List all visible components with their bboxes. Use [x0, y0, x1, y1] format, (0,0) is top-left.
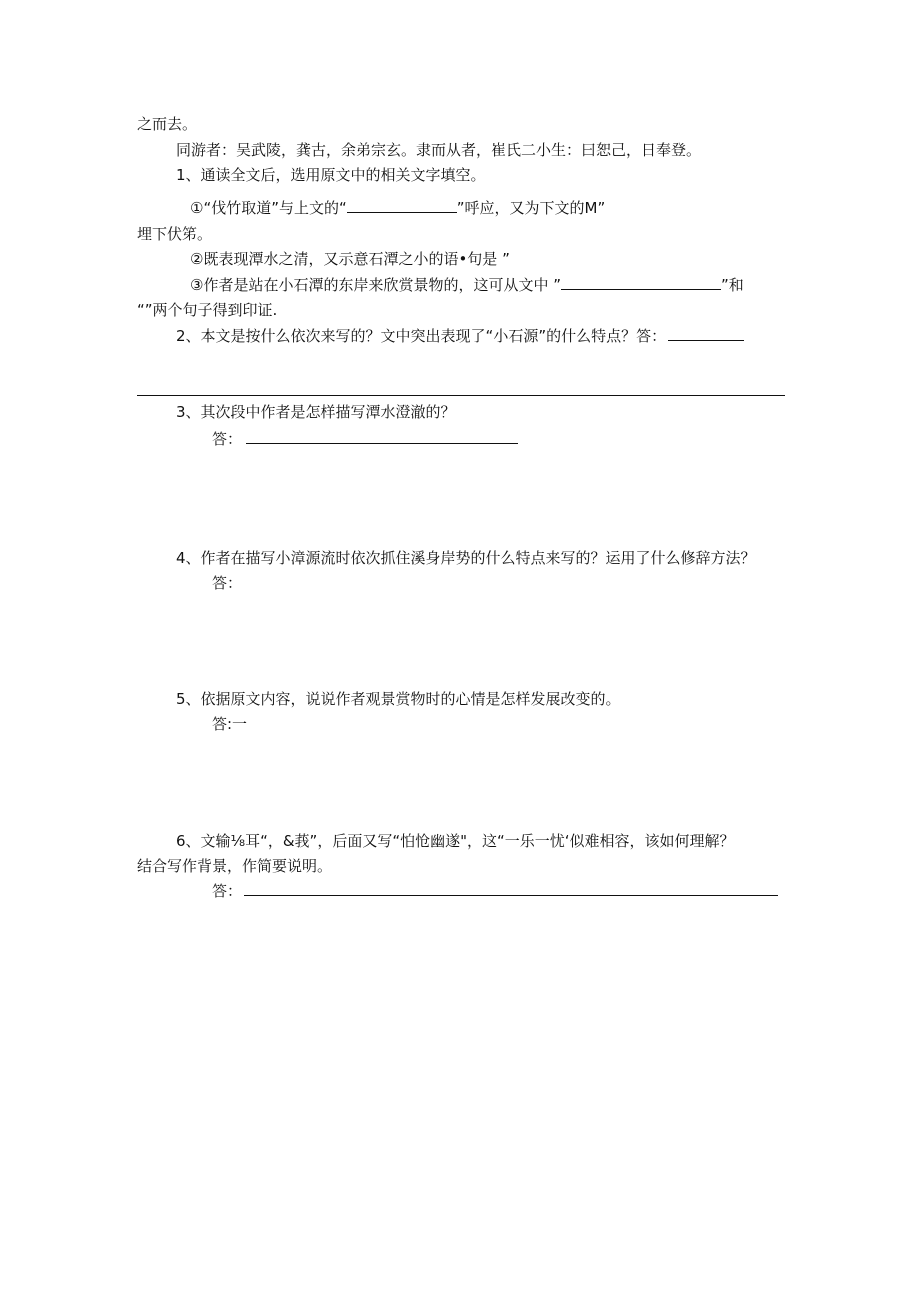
answer-6	[212, 881, 778, 901]
question-3: 3、其次段中作者是怎样描写潭水澄澈的？	[176, 403, 456, 421]
question-2	[176, 326, 744, 346]
question-1c-prefix: ③作者是站在小石潭的东岸来欣赏景物的，这可从文中 ”	[190, 276, 561, 294]
question-1c	[190, 275, 744, 295]
text-line: “”两个句子得到印证.	[137, 301, 278, 319]
question-1c-suffix: ”和	[721, 276, 744, 294]
answer-blank[interactable]	[244, 881, 778, 896]
question-1b: ②既表现潭水之清，又示意石潭之小的语•句是 ”	[190, 250, 510, 268]
question-1a-suffix: ”呼应，又为下文的M”	[456, 199, 606, 217]
answer-label: 答:一	[212, 715, 248, 733]
answer-blank[interactable]	[347, 198, 457, 213]
question-2-text: 2、本文是按什么依次来写的？文中突出表现了“小石源”的什么特点？答：	[176, 327, 667, 345]
text-line: 同游者：吴武陵，龚古，余弟宗玄。隶而从者，崔氏二小生：曰恕己，日奉登。	[176, 141, 702, 159]
text-line: 结合写作背景，作简要说明。	[137, 857, 333, 875]
answer-blank[interactable]	[246, 429, 518, 444]
question-1a	[190, 198, 605, 218]
text-line: 埋下伏笫。	[137, 225, 213, 243]
answer-blank[interactable]	[561, 275, 721, 290]
answer-label: 答：	[212, 574, 243, 592]
text-line: 之而去。	[137, 115, 198, 133]
question-1: 1、通读全文后，选用原文中的相关文字填空。	[176, 166, 486, 184]
answer-3	[212, 429, 518, 449]
question-1a-prefix: ①“伐竹取道”与上文的“	[190, 199, 347, 217]
question-6: 6、文输⅛耳“，&莪”，后面又写“怕怆幽遂"，这“一乐一忧‘似难相容，该如何理解？	[176, 832, 735, 850]
question-5: 5、依据原文内容，说说作者观景赏物时的心情是怎样发展改变的。	[176, 690, 621, 708]
answer-blank[interactable]	[668, 326, 744, 341]
answer-label: 答：	[212, 882, 243, 900]
answer-label: 答：	[212, 430, 243, 448]
answer-line[interactable]	[137, 395, 785, 396]
question-4: 4、作者在描写小漳源流时依次抓住溪身岸势的什么特点来写的？运用了什么修辞方法？	[176, 549, 756, 567]
